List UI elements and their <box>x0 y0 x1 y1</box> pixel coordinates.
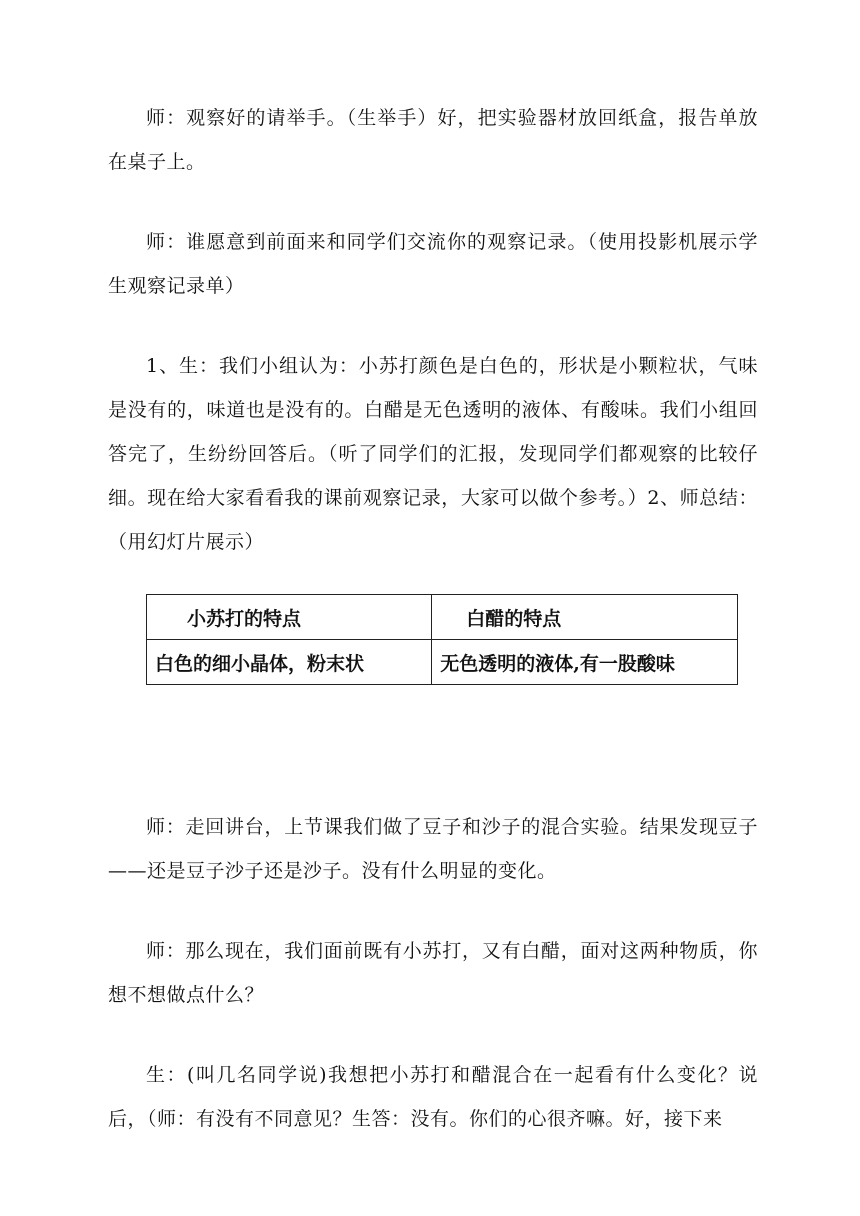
paragraph-student-report: 1、生：我们小组认为：小苏打颜色是白色的，形状是小颗粒状，气味是没有的，味道也是没有的。白醋是无色透明的液体、有酸味。我们小组回答完了，生纷纷回答后。（听了同学们的汇报，发现同学们都观察的比较仔细。现在给大家看看我的课前观察记录，大家可以做个参考。）2、师总结：（用幻灯片展示） <box>108 355 758 553</box>
paragraph-student-answer: 生：(叫几名同学说)我想把小苏打和醋混合在一起看有什么变化？说后，（师：有没有不同意见？生答：没有。你们的心很齐嘛。好，接下来 <box>108 1064 758 1130</box>
paragraph-teacher-observe: 师：观察好的请举手。（生举手）好，把实验器材放回纸盒，报告单放在桌子上。 <box>108 107 758 173</box>
paragraph-teacher-recall: 师：走回讲台，上节课我们做了豆子和沙子的混合实验。结果发现豆子——还是豆子沙子还是沙子。没有什么明显的变化。 <box>108 816 758 882</box>
table-header-row <box>147 595 738 640</box>
table-row <box>147 640 738 685</box>
table-cell-vinegar: 无色透明的液体,有一股酸味 <box>432 640 738 685</box>
table-header-soda: 小苏打的特点 <box>147 595 432 640</box>
paragraph-teacher-question: 师：那么现在，我们面前既有小苏打，又有白醋，面对这两种物质，你想不想做点什么？ <box>108 940 758 1006</box>
document-body <box>108 96 758 1141</box>
table-cell-soda: 白色的细小晶体，粉末状 <box>147 640 432 685</box>
table-header-vinegar: 白醋的特点 <box>432 595 738 640</box>
characteristics-table <box>146 594 738 685</box>
paragraph-teacher-share: 师：谁愿意到前面来和同学们交流你的观察记录。（使用投影机展示学生观察记录单） <box>108 231 758 297</box>
